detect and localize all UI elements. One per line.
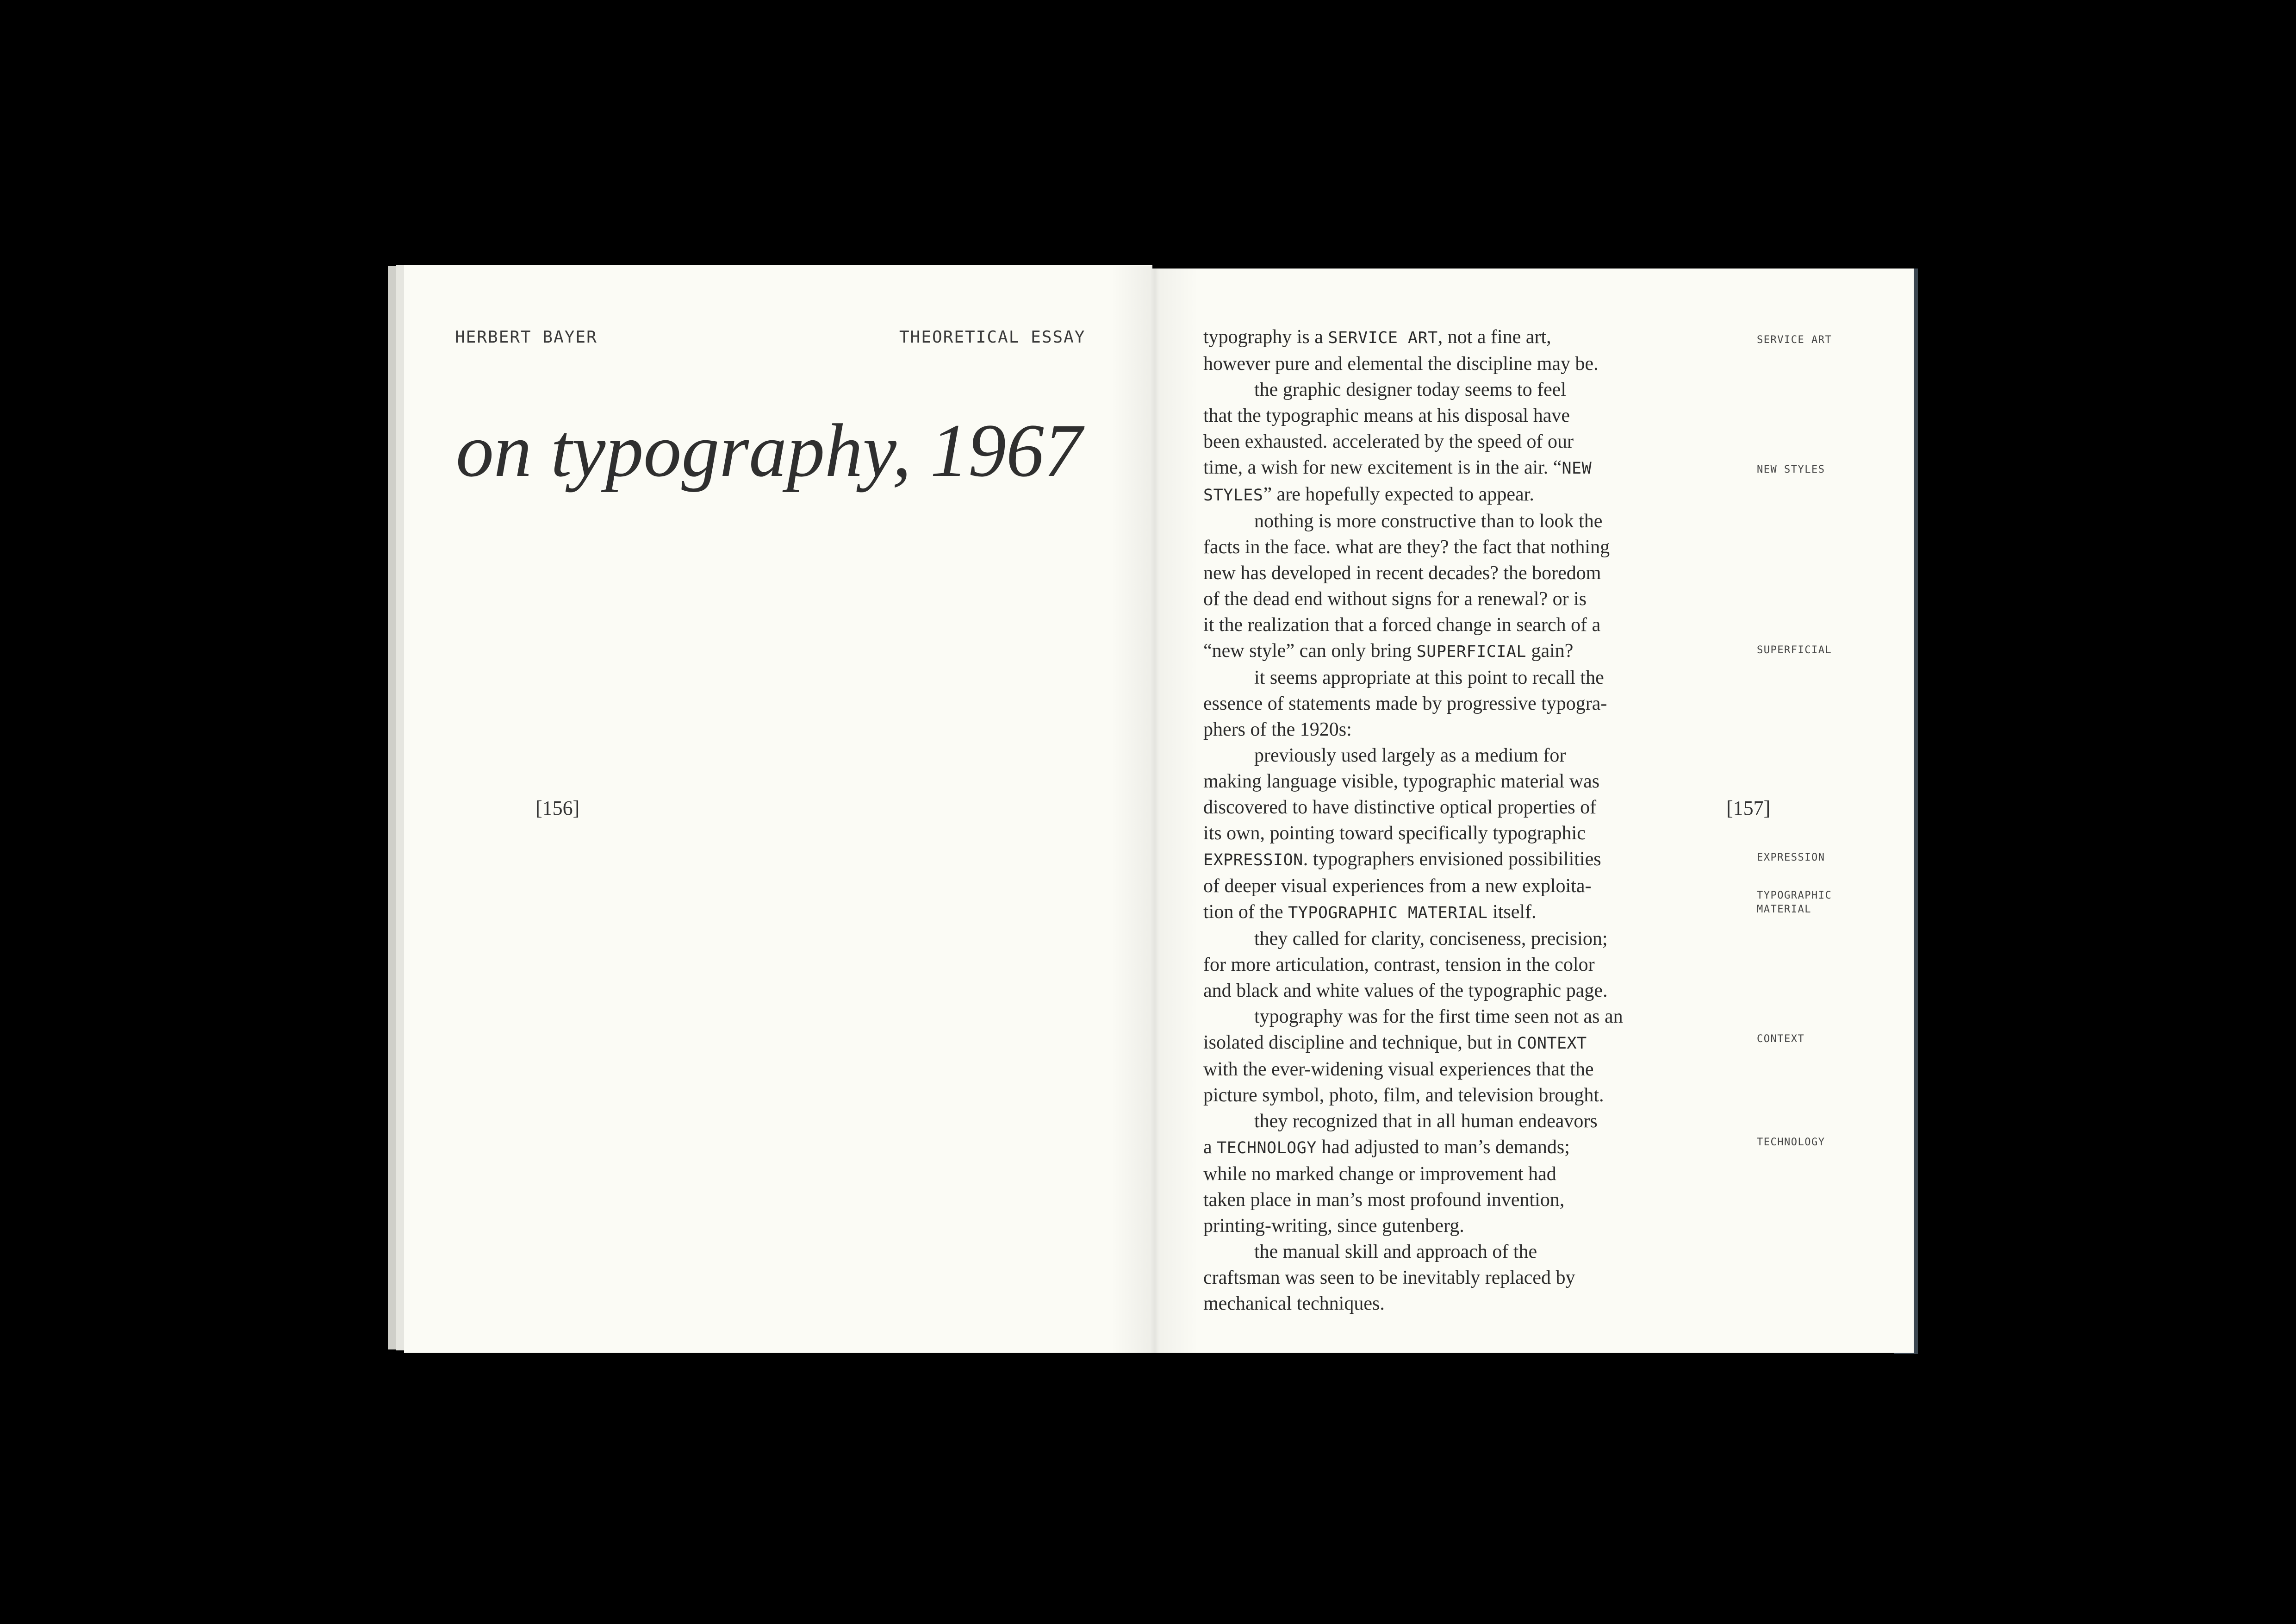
body-text-run: printing-writing, since gutenberg. (1203, 1215, 1464, 1237)
body-line (1203, 820, 1666, 846)
body-line (1203, 768, 1666, 794)
body-line (1203, 377, 1666, 403)
keyword: CONTEXT (1517, 1034, 1587, 1053)
body-line (1203, 1213, 1666, 1239)
body-text-run: the manual skill and approach of the (1254, 1241, 1537, 1262)
body-text-run: making language visible, typographic material was (1203, 771, 1600, 792)
body-line (1203, 665, 1666, 691)
body-line (1203, 1187, 1666, 1213)
body-text-run: ” are hopefully expected to appear. (1263, 484, 1534, 505)
body-text-run: nothing is more constructive than to look the (1254, 511, 1603, 532)
body-line (1203, 429, 1666, 455)
body-line (1203, 455, 1666, 481)
body-text-run: they called for clarity, conciseness, precision; (1254, 928, 1608, 949)
margin-note-technology: TECHNOLOGY (1757, 1137, 1825, 1148)
body-text-run: for more articulation, contrast, tension in the color (1203, 954, 1595, 975)
body-line (1203, 638, 1666, 665)
body-line (1203, 481, 1666, 508)
margin-note-new-styles: NEW STYLES (1757, 464, 1825, 475)
body-line (1203, 1265, 1666, 1291)
body-line (1203, 1291, 1666, 1317)
body-line (1203, 743, 1666, 768)
body-text-run: “new style” can only bring (1203, 640, 1417, 662)
body-text-run: isolated discipline and technique, but in (1203, 1032, 1517, 1053)
margin-note-service-art: SERVICE ART (1757, 334, 1832, 346)
essay-title: on typography, 1967 (456, 409, 1082, 493)
body-line (1203, 899, 1666, 926)
keyword: SERVICE ART (1328, 329, 1438, 347)
body-line (1203, 717, 1666, 743)
body-text-run: . typographers envisioned possibilities (1303, 849, 1601, 870)
keyword: NEW (1562, 459, 1592, 478)
body-text-run: while no marked change or improvement had (1203, 1163, 1556, 1185)
body-line (1203, 952, 1666, 978)
body-line (1203, 403, 1666, 429)
body-line (1203, 1030, 1666, 1056)
body-text-run: time, a wish for new excitement is in the air. “ (1203, 457, 1562, 478)
body-line (1203, 1056, 1666, 1082)
running-head-section: THEORETICAL ESSAY (899, 328, 1086, 347)
body-line (1203, 586, 1666, 612)
body-text-run: new has developed in recent decades? the boredom (1203, 562, 1601, 584)
body-line (1203, 846, 1666, 873)
body-text-run: the graphic designer today seems to feel (1254, 379, 1567, 400)
keyword: TYPOGRAPHIC MATERIAL (1288, 904, 1488, 922)
margin-note-typographic-material: TYPOGRAPHIC MATERIAL (1757, 890, 1832, 915)
body-text-run: of deeper visual experiences from a new exploita- (1203, 875, 1592, 897)
body-text-run: of the dead end without signs for a renewal? or is (1203, 588, 1587, 610)
body-text-run: previously used largely as a medium for (1254, 745, 1566, 766)
margin-note-superficial: SUPERFICIAL (1757, 644, 1832, 656)
body-text-run: that the typographic means at his disposal have (1203, 405, 1570, 426)
body-text-run: typography was for the first time seen not as an (1254, 1006, 1623, 1027)
folio-left: [156] (535, 797, 580, 819)
body-text-run: facts in the face. what are they? the fact that nothing (1203, 537, 1610, 558)
body-text-run: its own, pointing toward specifically typographic (1203, 823, 1586, 844)
body-text-run: a (1203, 1137, 1217, 1158)
body-line (1203, 1239, 1666, 1265)
body-line (1203, 560, 1666, 586)
body-text-run: it seems appropriate at this point to recall the (1254, 667, 1604, 688)
body-text-run: they recognized that in all human endeavors (1254, 1111, 1598, 1132)
folio-right: [157] (1726, 797, 1771, 819)
body-text-run: tion of the (1203, 901, 1288, 923)
body-line (1203, 1134, 1666, 1161)
body-text-run: picture symbol, photo, film, and television brought. (1203, 1085, 1604, 1106)
body-text-run: , not a fine art, (1437, 326, 1551, 348)
body-text-run: mechanical techniques. (1203, 1293, 1385, 1314)
body-line (1203, 873, 1666, 899)
keyword: SUPERFICIAL (1416, 643, 1526, 661)
body-text-run: and black and white values of the typographic page. (1203, 980, 1608, 1001)
margin-note-expression: EXPRESSION (1757, 852, 1825, 863)
body-line (1203, 1108, 1666, 1134)
body-line (1203, 351, 1666, 377)
body-text-run: discovered to have distinctive optical properties of (1203, 797, 1597, 818)
body-text-run: phers of the 1920s: (1203, 719, 1352, 740)
body-line (1203, 612, 1666, 638)
body-text-run: it the realization that a forced change in search of a (1203, 614, 1601, 636)
body-text-run: itself. (1487, 901, 1537, 923)
essay-body (1203, 324, 1666, 1317)
body-line (1203, 324, 1666, 351)
body-text-run: craftsman was seen to be inevitably replaced by (1203, 1267, 1575, 1288)
body-line (1203, 534, 1666, 560)
running-head-author: HERBERT BAYER (455, 328, 597, 347)
body-line (1203, 1082, 1666, 1108)
body-text-run: essence of statements made by progressive typogra- (1203, 693, 1607, 714)
body-text-run: however pure and elemental the discipline may be. (1203, 353, 1599, 375)
body-text-run: had adjusted to man’s demands; (1316, 1137, 1570, 1158)
body-text-run: taken place in man’s most profound invention, (1203, 1189, 1565, 1211)
keyword: STYLES (1203, 486, 1263, 505)
body-text-run: gain? (1526, 640, 1574, 662)
body-line (1203, 1161, 1666, 1187)
body-text-run: been exhausted. accelerated by the speed of our (1203, 431, 1574, 452)
body-text-run: typography is a (1203, 326, 1328, 348)
body-line (1203, 794, 1666, 820)
keyword: EXPRESSION (1203, 851, 1303, 869)
margin-note-context: CONTEXT (1757, 1033, 1805, 1045)
keyword: TECHNOLOGY (1217, 1139, 1317, 1157)
body-line (1203, 1004, 1666, 1030)
body-text-run: with the ever-widening visual experiences that the (1203, 1059, 1594, 1080)
body-line (1203, 508, 1666, 534)
body-line (1203, 978, 1666, 1004)
book-gutter (1111, 266, 1199, 1353)
body-line (1203, 691, 1666, 717)
body-line (1203, 926, 1666, 952)
